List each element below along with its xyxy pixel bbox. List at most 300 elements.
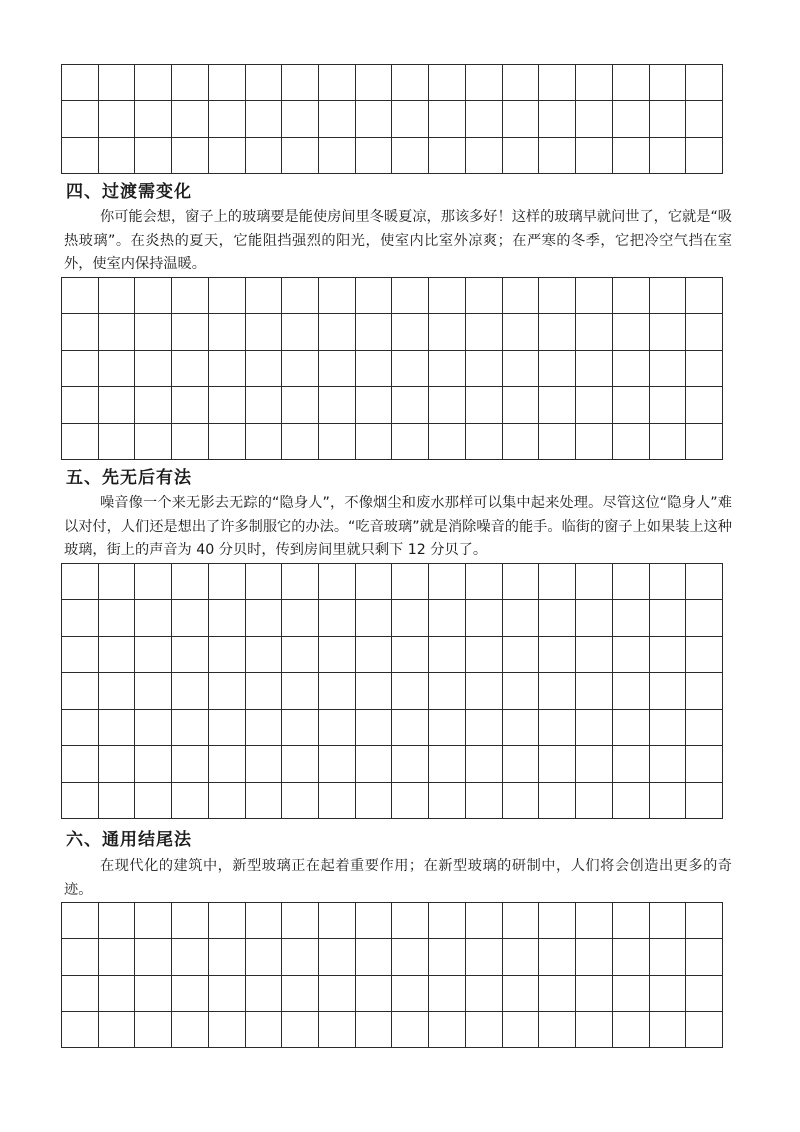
grid-cell bbox=[99, 1012, 136, 1048]
grid-cell bbox=[246, 746, 283, 782]
grid-cell bbox=[282, 746, 319, 782]
grid-cell bbox=[650, 600, 687, 636]
grid-cell bbox=[135, 939, 172, 975]
grid-cell bbox=[650, 746, 687, 782]
grid-cell bbox=[99, 600, 136, 636]
grid-cell bbox=[282, 673, 319, 709]
grid-cell bbox=[392, 314, 429, 350]
grid-cell bbox=[246, 939, 283, 975]
grid-cell bbox=[356, 314, 393, 350]
grid-cell bbox=[613, 976, 650, 1012]
grid-cell bbox=[62, 65, 99, 101]
grid-cell bbox=[503, 278, 540, 314]
grid-cell bbox=[99, 564, 136, 600]
grid-cell bbox=[319, 746, 356, 782]
grid-cell bbox=[135, 783, 172, 819]
grid-cell bbox=[466, 65, 503, 101]
grid-cell bbox=[172, 138, 209, 174]
grid-cell bbox=[319, 424, 356, 460]
grid-cell bbox=[503, 783, 540, 819]
grid-cell bbox=[282, 1012, 319, 1048]
grid-cell bbox=[650, 387, 687, 423]
grid-cell bbox=[135, 101, 172, 137]
grid-cell bbox=[466, 637, 503, 673]
grid-cell bbox=[319, 710, 356, 746]
grid-cell bbox=[209, 424, 246, 460]
grid-cell bbox=[686, 65, 723, 101]
grid-cell bbox=[282, 351, 319, 387]
grid-cell bbox=[209, 710, 246, 746]
grid-cell bbox=[135, 387, 172, 423]
grid-cell bbox=[172, 746, 209, 782]
grid-cell bbox=[686, 976, 723, 1012]
grid-cell bbox=[319, 783, 356, 819]
grid-cell bbox=[503, 1012, 540, 1048]
grid-cell bbox=[539, 746, 576, 782]
grid-cell bbox=[686, 351, 723, 387]
grid-cell bbox=[576, 278, 613, 314]
grid-cell bbox=[613, 101, 650, 137]
section-heading-6: 六、通用结尾法 bbox=[66, 830, 192, 850]
grid-cell bbox=[319, 600, 356, 636]
grid-cell bbox=[429, 351, 466, 387]
grid-cell bbox=[99, 976, 136, 1012]
grid-cell bbox=[429, 637, 466, 673]
grid-cell bbox=[319, 939, 356, 975]
grid-cell bbox=[466, 600, 503, 636]
grid-cell bbox=[686, 903, 723, 939]
grid-cell bbox=[356, 600, 393, 636]
grid-cell bbox=[429, 314, 466, 350]
grid-cell bbox=[319, 351, 356, 387]
grid-cell bbox=[246, 710, 283, 746]
grid-cell bbox=[172, 424, 209, 460]
grid-cell bbox=[62, 564, 99, 600]
grid-cell bbox=[650, 351, 687, 387]
grid-cell bbox=[246, 903, 283, 939]
grid-cell bbox=[686, 783, 723, 819]
grid-cell bbox=[172, 65, 209, 101]
grid-cell bbox=[392, 65, 429, 101]
grid-cell bbox=[246, 637, 283, 673]
grid-cell bbox=[613, 673, 650, 709]
grid-cell bbox=[539, 710, 576, 746]
grid-cell bbox=[686, 314, 723, 350]
grid-cell bbox=[172, 637, 209, 673]
grid-cell bbox=[246, 387, 283, 423]
grid-cell bbox=[503, 939, 540, 975]
grid-cell bbox=[99, 710, 136, 746]
grid-cell bbox=[539, 1012, 576, 1048]
grid-cell bbox=[466, 424, 503, 460]
grid-cell bbox=[135, 976, 172, 1012]
grid-cell bbox=[246, 424, 283, 460]
grid-cell bbox=[392, 101, 429, 137]
grid-cell bbox=[576, 939, 613, 975]
grid-cell bbox=[246, 600, 283, 636]
grid-cell bbox=[246, 138, 283, 174]
grid-cell bbox=[209, 351, 246, 387]
grid-cell bbox=[356, 564, 393, 600]
grid-cell bbox=[650, 637, 687, 673]
section-heading-5: 五、先无后有法 bbox=[66, 468, 192, 488]
grid-cell bbox=[62, 138, 99, 174]
grid-cell bbox=[503, 351, 540, 387]
grid-cell bbox=[503, 138, 540, 174]
grid-cell bbox=[135, 138, 172, 174]
grid-cell bbox=[613, 278, 650, 314]
grid-cell bbox=[319, 387, 356, 423]
grid-cell bbox=[429, 746, 466, 782]
grid-cell bbox=[686, 278, 723, 314]
writing-grid-section-6 bbox=[61, 902, 723, 1048]
grid-cell bbox=[282, 278, 319, 314]
writing-grid-section-5 bbox=[61, 563, 723, 819]
grid-cell bbox=[539, 314, 576, 350]
grid-cell bbox=[209, 600, 246, 636]
grid-cell bbox=[392, 939, 429, 975]
grid-cell bbox=[246, 564, 283, 600]
grid-cell bbox=[392, 976, 429, 1012]
grid-cell bbox=[539, 564, 576, 600]
grid-cell bbox=[282, 783, 319, 819]
grid-cell bbox=[99, 903, 136, 939]
grid-cell bbox=[172, 278, 209, 314]
grid-cell bbox=[62, 939, 99, 975]
grid-cell bbox=[503, 710, 540, 746]
grid-cell bbox=[282, 903, 319, 939]
grid-cell bbox=[429, 783, 466, 819]
grid-cell bbox=[356, 939, 393, 975]
grid-cell bbox=[429, 1012, 466, 1048]
grid-cell bbox=[686, 387, 723, 423]
grid-cell bbox=[62, 637, 99, 673]
grid-cell bbox=[172, 673, 209, 709]
grid-cell bbox=[466, 564, 503, 600]
grid-cell bbox=[503, 101, 540, 137]
grid-cell bbox=[429, 710, 466, 746]
grid-cell bbox=[650, 710, 687, 746]
grid-cell bbox=[99, 424, 136, 460]
grid-cell bbox=[172, 783, 209, 819]
grid-cell bbox=[62, 314, 99, 350]
grid-cell bbox=[686, 564, 723, 600]
grid-cell bbox=[135, 564, 172, 600]
grid-cell bbox=[246, 278, 283, 314]
grid-cell bbox=[539, 976, 576, 1012]
grid-cell bbox=[356, 746, 393, 782]
grid-cell bbox=[319, 637, 356, 673]
grid-cell bbox=[99, 101, 136, 137]
grid-cell bbox=[319, 976, 356, 1012]
grid-cell bbox=[650, 1012, 687, 1048]
grid-cell bbox=[466, 939, 503, 975]
grid-cell bbox=[650, 783, 687, 819]
grid-cell bbox=[209, 314, 246, 350]
grid-cell bbox=[99, 314, 136, 350]
grid-cell bbox=[539, 424, 576, 460]
grid-cell bbox=[686, 710, 723, 746]
grid-cell bbox=[282, 101, 319, 137]
grid-cell bbox=[503, 673, 540, 709]
grid-cell bbox=[209, 1012, 246, 1048]
grid-cell bbox=[650, 939, 687, 975]
grid-cell bbox=[172, 939, 209, 975]
grid-cell bbox=[62, 387, 99, 423]
grid-cell bbox=[282, 65, 319, 101]
grid-cell bbox=[429, 387, 466, 423]
grid-cell bbox=[356, 903, 393, 939]
grid-cell bbox=[356, 710, 393, 746]
grid-cell bbox=[209, 939, 246, 975]
grid-cell bbox=[613, 138, 650, 174]
grid-cell bbox=[246, 673, 283, 709]
grid-cell bbox=[466, 903, 503, 939]
grid-cell bbox=[539, 138, 576, 174]
grid-cell bbox=[539, 637, 576, 673]
section-heading-4: 四、过渡需变化 bbox=[66, 182, 192, 202]
grid-cell bbox=[686, 1012, 723, 1048]
grid-cell bbox=[356, 387, 393, 423]
grid-cell bbox=[282, 976, 319, 1012]
grid-cell bbox=[319, 903, 356, 939]
grid-cell bbox=[246, 101, 283, 137]
grid-cell bbox=[356, 424, 393, 460]
grid-cell bbox=[466, 138, 503, 174]
grid-cell bbox=[62, 710, 99, 746]
grid-cell bbox=[686, 424, 723, 460]
grid-cell bbox=[282, 637, 319, 673]
grid-cell bbox=[576, 976, 613, 1012]
grid-cell bbox=[392, 903, 429, 939]
grid-cell bbox=[209, 673, 246, 709]
grid-cell bbox=[466, 673, 503, 709]
grid-cell bbox=[539, 600, 576, 636]
grid-cell bbox=[135, 710, 172, 746]
grid-cell bbox=[356, 637, 393, 673]
grid-cell bbox=[356, 783, 393, 819]
grid-cell bbox=[392, 1012, 429, 1048]
grid-cell bbox=[576, 600, 613, 636]
grid-cell bbox=[650, 314, 687, 350]
grid-cell bbox=[539, 939, 576, 975]
grid-cell bbox=[356, 138, 393, 174]
grid-cell bbox=[99, 351, 136, 387]
grid-cell bbox=[503, 903, 540, 939]
grid-cell bbox=[392, 600, 429, 636]
grid-cell bbox=[392, 710, 429, 746]
grid-cell bbox=[246, 314, 283, 350]
grid-cell bbox=[392, 783, 429, 819]
grid-cell bbox=[613, 903, 650, 939]
section-paragraph-4: 你可能会想，窗子上的玻璃要是能使房间里冬暖夏凉，那该多好！这样的玻璃早就问世了，它就是“吸热玻璃”。在炎热的夏天，它能阻挡强烈的阳光，使室内比室外凉爽；在严寒的冬季，它把冷空气挡在室外，使室内保持温暖。 bbox=[64, 209, 732, 272]
grid-cell bbox=[613, 387, 650, 423]
grid-cell bbox=[99, 138, 136, 174]
grid-cell bbox=[686, 637, 723, 673]
grid-cell bbox=[135, 746, 172, 782]
grid-cell bbox=[466, 710, 503, 746]
grid-cell bbox=[99, 65, 136, 101]
grid-cell bbox=[429, 138, 466, 174]
grid-cell bbox=[686, 138, 723, 174]
grid-cell bbox=[135, 351, 172, 387]
writing-grid-section-4 bbox=[61, 277, 723, 460]
grid-cell bbox=[429, 903, 466, 939]
grid-cell bbox=[613, 939, 650, 975]
grid-cell bbox=[135, 314, 172, 350]
grid-cell bbox=[62, 101, 99, 137]
grid-cell bbox=[650, 673, 687, 709]
grid-cell bbox=[686, 101, 723, 137]
grid-cell bbox=[99, 278, 136, 314]
grid-cell bbox=[172, 387, 209, 423]
section-paragraph-5: 噪音像一个来无影去无踪的“隐身人”，不像烟尘和废水那样可以集中起来处理。尽管这位“隐身人”难以对付，人们还是想出了许多制服它的办法。“吃音玻璃”就是消除噪音的能手。临街的窗子上如果装上这种玻璃，街上的声音为 40 分贝时，传到房间里就只剩下 12 分贝了。 bbox=[64, 495, 732, 558]
grid-cell bbox=[356, 1012, 393, 1048]
grid-cell bbox=[356, 65, 393, 101]
grid-cell bbox=[99, 673, 136, 709]
grid-cell bbox=[62, 278, 99, 314]
grid-cell bbox=[392, 138, 429, 174]
grid-cell bbox=[319, 564, 356, 600]
grid-cell bbox=[613, 65, 650, 101]
grid-cell bbox=[172, 564, 209, 600]
grid-cell bbox=[503, 600, 540, 636]
grid-cell bbox=[172, 710, 209, 746]
grid-cell bbox=[62, 976, 99, 1012]
grid-cell bbox=[209, 783, 246, 819]
grid-cell bbox=[576, 710, 613, 746]
grid-cell bbox=[62, 600, 99, 636]
grid-cell bbox=[246, 1012, 283, 1048]
grid-cell bbox=[576, 351, 613, 387]
grid-cell bbox=[466, 783, 503, 819]
grid-cell bbox=[686, 600, 723, 636]
grid-cell bbox=[392, 351, 429, 387]
grid-cell bbox=[503, 65, 540, 101]
grid-cell bbox=[209, 637, 246, 673]
grid-cell bbox=[539, 673, 576, 709]
grid-cell bbox=[503, 424, 540, 460]
grid-cell bbox=[650, 278, 687, 314]
grid-cell bbox=[282, 600, 319, 636]
grid-cell bbox=[209, 564, 246, 600]
grid-cell bbox=[172, 1012, 209, 1048]
grid-cell bbox=[319, 278, 356, 314]
grid-cell bbox=[356, 351, 393, 387]
grid-cell bbox=[209, 65, 246, 101]
grid-cell bbox=[613, 710, 650, 746]
grid-cell bbox=[209, 976, 246, 1012]
grid-cell bbox=[62, 673, 99, 709]
grid-cell bbox=[319, 314, 356, 350]
grid-cell bbox=[429, 424, 466, 460]
grid-cell bbox=[466, 101, 503, 137]
grid-cell bbox=[650, 976, 687, 1012]
grid-cell bbox=[466, 976, 503, 1012]
grid-cell bbox=[282, 939, 319, 975]
grid-cell bbox=[613, 424, 650, 460]
grid-cell bbox=[576, 138, 613, 174]
grid-cell bbox=[99, 783, 136, 819]
grid-cell bbox=[282, 314, 319, 350]
grid-cell bbox=[576, 65, 613, 101]
grid-cell bbox=[429, 564, 466, 600]
grid-cell bbox=[539, 903, 576, 939]
grid-cell bbox=[576, 783, 613, 819]
grid-cell bbox=[613, 351, 650, 387]
grid-cell bbox=[650, 101, 687, 137]
grid-cell bbox=[576, 564, 613, 600]
grid-cell bbox=[246, 783, 283, 819]
grid-cell bbox=[503, 387, 540, 423]
grid-cell bbox=[466, 278, 503, 314]
grid-cell bbox=[576, 673, 613, 709]
grid-cell bbox=[539, 65, 576, 101]
grid-cell bbox=[613, 746, 650, 782]
grid-cell bbox=[503, 564, 540, 600]
grid-cell bbox=[246, 351, 283, 387]
grid-cell bbox=[429, 278, 466, 314]
grid-cell bbox=[503, 637, 540, 673]
grid-cell bbox=[613, 637, 650, 673]
grid-cell bbox=[650, 65, 687, 101]
grid-cell bbox=[62, 746, 99, 782]
grid-cell bbox=[650, 138, 687, 174]
grid-cell bbox=[613, 600, 650, 636]
grid-cell bbox=[392, 424, 429, 460]
grid-cell bbox=[429, 976, 466, 1012]
grid-cell bbox=[135, 424, 172, 460]
grid-cell bbox=[539, 387, 576, 423]
grid-cell bbox=[686, 746, 723, 782]
grid-cell bbox=[539, 101, 576, 137]
grid-cell bbox=[99, 637, 136, 673]
grid-cell bbox=[209, 387, 246, 423]
grid-cell bbox=[319, 65, 356, 101]
grid-cell bbox=[503, 746, 540, 782]
grid-cell bbox=[319, 1012, 356, 1048]
grid-cell bbox=[172, 600, 209, 636]
grid-cell bbox=[392, 673, 429, 709]
grid-cell bbox=[650, 564, 687, 600]
grid-cell bbox=[282, 564, 319, 600]
grid-cell bbox=[503, 314, 540, 350]
grid-cell bbox=[613, 783, 650, 819]
grid-cell bbox=[282, 710, 319, 746]
grid-cell bbox=[686, 939, 723, 975]
grid-cell bbox=[62, 903, 99, 939]
grid-cell bbox=[392, 637, 429, 673]
grid-cell bbox=[539, 278, 576, 314]
grid-cell bbox=[209, 101, 246, 137]
grid-cell bbox=[135, 1012, 172, 1048]
grid-cell bbox=[172, 903, 209, 939]
grid-cell bbox=[392, 278, 429, 314]
grid-cell bbox=[135, 600, 172, 636]
grid-cell bbox=[172, 101, 209, 137]
grid-cell bbox=[356, 278, 393, 314]
grid-cell bbox=[466, 746, 503, 782]
grid-cell bbox=[209, 903, 246, 939]
grid-cell bbox=[576, 637, 613, 673]
grid-cell bbox=[466, 351, 503, 387]
grid-cell bbox=[209, 746, 246, 782]
grid-cell bbox=[62, 351, 99, 387]
grid-cell bbox=[209, 138, 246, 174]
grid-cell bbox=[356, 976, 393, 1012]
section-paragraph-6: 在现代化的建筑中，新型玻璃正在起着重要作用；在新型玻璃的研制中，人们将会创造出更多的奇迹。 bbox=[64, 858, 732, 898]
grid-cell bbox=[429, 939, 466, 975]
